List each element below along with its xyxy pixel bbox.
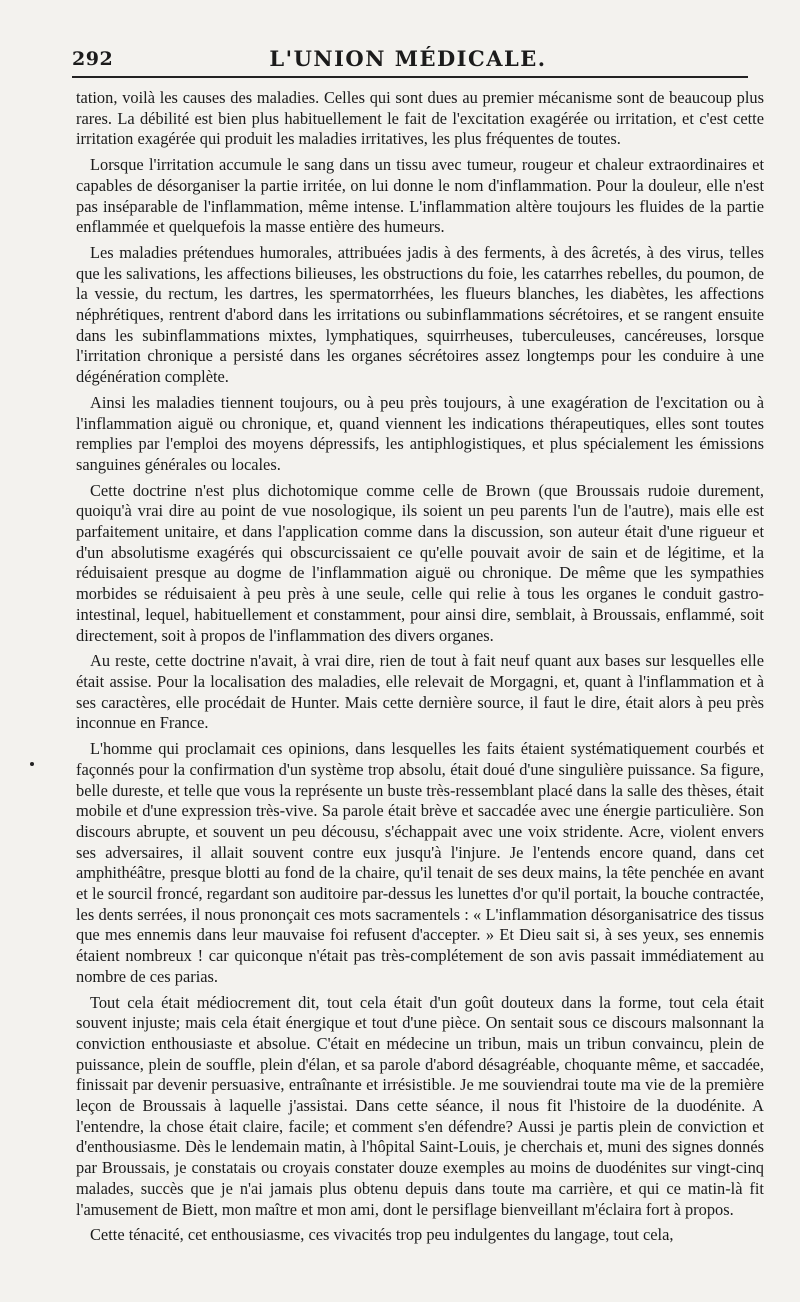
running-head bbox=[68, 40, 748, 70]
paragraph: tation, voilà les causes des maladies. Celles qui sont dues au premier mécanisme sont de beaucoup plus rares. La débilité est bien plus habituellement le fait de l'excitation exagérée ou irritation, et c'est cette irritation exagérée qui produit les maladies irritatives, les plus fréquentes de toutes. bbox=[76, 88, 764, 149]
paragraph: Tout cela était médiocrement dit, tout cela était d'un goût douteux dans la forme, tout cela était souvent injuste; mais cela était énergique et tout d'une pièce. On sentait sous ce discours malsonnant la conviction enthousiaste et absolue. C'était en médecine un tribun, mais un tribun convaincu, plein de puissance, plein de souffle, plein d'élan, et sa parole d'abord désagréable, choquante même, et saccadée, finissait par devenir persuasive, entraînante et irrésistible. Je me souviendrai toute ma vie de la première leçon de Broussais à laquelle j'assistai. Dans cette séance, il nous fit l'histoire de la duodénite. A l'entendre, la chose était claire, facile; et comment s'en défendre? Aussi je partis plein de conviction et d'enthousiasme. Dès le lendemain matin, à l'hôpital Saint-Louis, je cherchais et, muni des signes donnés par Broussais, je constatais ou croyais constater douze exemples au moins de duodénites sur vingt-cinq malades, succès que je n'ai jamais plus obtenu depuis dans toute ma carrière, et qui ce matin-là fit l'amusement de Biett, mon maître et mon ami, dont le persiflage bienveillant m'éclaira fort à propos. bbox=[76, 992, 764, 1219]
journal-title: L'UNION MÉDICALE. bbox=[269, 46, 547, 71]
paragraph: Cette ténacité, cet enthousiasme, ces vivacités trop peu indulgentes du langage, tout cela, bbox=[90, 1225, 674, 1245]
paragraph: Les maladies prétendues humorales, attribuées jadis à des ferments, à des âcretés, à des virus, telles que les salivations, les affections bilieuses, les obstructions du foie, les catarrhes rebelles, du poumon, de la vessie, du rectum, les dartres, les spermatorrhées, les flueurs blanches, les diabètes, les affections néphrétiques, rentrent d'abord dans les irritations ou subinflammations sécrétoires, et se rangent ensuite dans les subinflammations mixtes, lymphatiques, squirrheuses, tuberculeuses, cancéreuses, lorsque l'irritation chronique a persisté dans les organes sécrétoires assez longtemps pour les conduire à une dégénération complète. bbox=[76, 242, 764, 387]
body-text bbox=[76, 88, 764, 1246]
paragraph: L'homme qui proclamait ces opinions, dans lesquelles les faits étaient systématiquement courbés et façonnés pour la confirmation d'un système trop absolu, était doué d'une singulière puissance. Sa figure, belle dureste, et telle que vous la représente un buste très-ressemblant placé dans la salle des thèses, était mobile et d'une expression très-vive. Sa parole était brève et saccadée avec une énergie particulière. Son discours abrupte, et souvent un peu décousu, s'échappait avec une voix stridente. Acre, violent envers ses adversaires, il allait souvent contre eux jusqu'à l'injure. Je l'entends encore quand, dans cet amphithéâtre, presque blotti au fond de la chaire, qu'il tenait de ses deux mains, la tête penchée en avant et le sourcil froncé, regardant son auditoire par-dessus les lunettes d'or qu'il portait, la bouche contractée, les dents serrées, il nous prononçait ces mots sacramentels : « L'inflammation désorganisatrice des tissus que mes ennemis dans leur mauvaise foi refusent d'accepter. » Et Dieu sait si, à ses yeux, ses ennemis étaient nombreux ! car quiconque n'était pas très-complétement de son avis passait immédiatement au nombre de ces parias. bbox=[76, 739, 764, 986]
margin-mark bbox=[30, 762, 34, 766]
paragraph: Cette doctrine n'est plus dichotomique comme celle de Brown (que Broussais rudoie durement, quoiqu'à vrai dire au point de vue nosologique, ils soient un peu parents l'un de l'autre), mais elle est parfaitement unitaire, et dans l'application comme dans la discussion, son auteur était d'une rigueur et d'un absolutisme exagérés qui obscurcissaient ce qu'elle pouvait avoir de sain et de légitime, et la réduisaient presque au dogme de l'inflammation aiguë ou chronique. De même que les sympathies morbides se réduisaient à peu près à une seule, celle qui relie à tous les organes le conduit gastro-intestinal, lequel, habituellement et constamment, pour ainsi dire, semblait, à Broussais, enflammé, soit directement, soit à propos de l'inflammation des divers organes. bbox=[76, 480, 764, 645]
paragraph: Lorsque l'irritation accumule le sang dans un tissu avec tumeur, rougeur et chaleur extraordinaires et capables de désorganiser la partie irritée, on lui donne le nom d'inflammation. Pour la douleur, elle n'est pas inséparable de l'inflammation, même intense. L'inflammation altère toujours les fluides de la partie enflammée et quelquefois la masse entière des humeurs. bbox=[76, 155, 764, 237]
paragraph: Au reste, cette doctrine n'avait, à vrai dire, rien de tout à fait neuf quant aux bases sur lesquelles elle était assise. Pour la localisation des maladies, elle relevait de Morgagni, et, quant à l'inflammation et à ses caractères, elle procédait de Hunter. Mais cette dernière source, il faut le dire, était alors à peu près inconnue en France. bbox=[76, 651, 764, 733]
header-rule bbox=[72, 76, 748, 78]
page-number: 292 bbox=[72, 48, 114, 70]
paragraph: Ainsi les maladies tiennent toujours, ou à peu près toujours, à une exagération de l'excitation ou à l'inflammation aiguë ou chronique, et, quand viennent les indications thérapeutiques, elles sont toutes remplies par l'emploi des moyens dépressifs, les antiphlogistiques, et plus spécialement les émissions sanguines générales ou locales. bbox=[76, 392, 764, 474]
